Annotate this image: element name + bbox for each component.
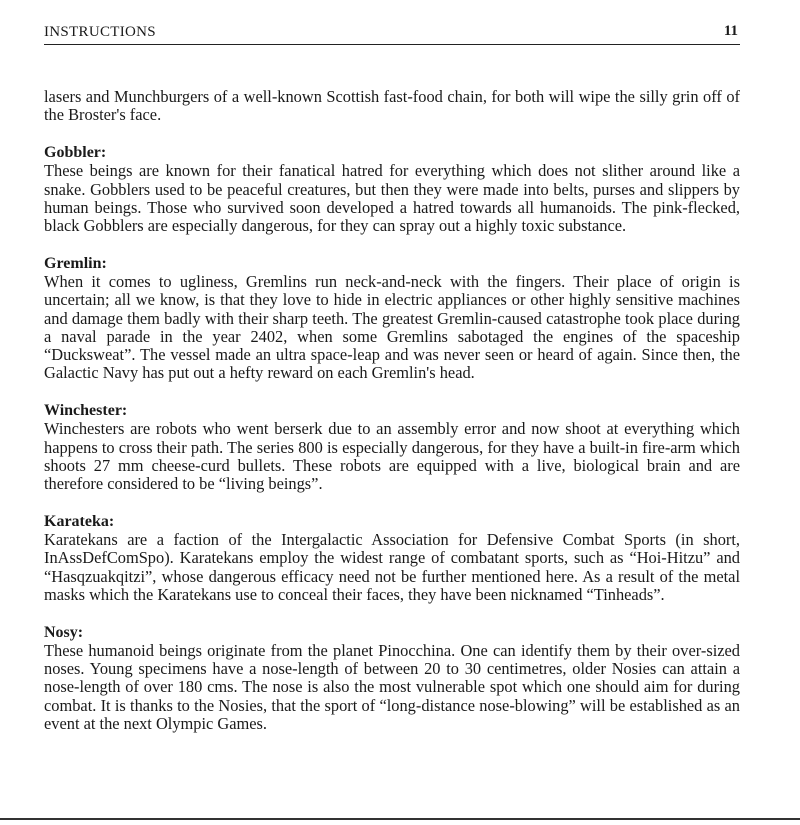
section-gremlin: [44, 255, 740, 382]
section-gobbler: [44, 144, 740, 235]
section-nosy: [44, 624, 740, 733]
page-header: [44, 22, 740, 45]
section-heading: Gobbler:: [44, 144, 107, 162]
section-body: Karatekans are a faction of the Intergalactic Association for Defensive Combat Sports (in short, InAssDefComSpo). Karatekans employ the widest range of combatant sports, such as “Hoi-Hitzu” and “Hasqzuakqitzi”, whose dangerous efficacy need not be further mentioned here. As a result of the metal masks which the Karatekans use to conceal their faces, they have been nicknamed “Tinheads”.: [44, 530, 740, 604]
section-body: These humanoid beings originate from the planet Pinocchina. One can identify them by their over-sized noses. Young specimens have a nose-length of between 20 to 30 centimetres, older Nosies can attain a nose-length of over 180 cms. The nose is also the most vulnerable spot which one should aim for during combat. It is thanks to the Nosies, that the sport of “long-distance nose-blowing” will be established as an event at the next Olympic Games.: [44, 641, 740, 733]
section-karateka: [44, 513, 740, 604]
section-body: When it comes to ugliness, Gremlins run neck-and-neck with the fingers. Their place of origin is uncertain; all we know, is that they love to hide in electric appliances or other highly sensitive machines and damage them badly with their sharp teeth. The greatest Gremlin-caused catastrophe took place during a naval parade in the year 2402, when some Gremlins sabotaged the engines of the spaceship “Ducksweat”. The vessel made an ultra space-leap and was never seen or heard of again. Since then, the Galactic Navy has put out a hefty reward on each Gremlin's head.: [44, 272, 740, 383]
page-number: 11: [723, 23, 738, 39]
section-winchester: [44, 402, 740, 493]
section-body: These beings are known for their fanatical hatred for everything which does not slither around like a snake. Gobblers used to be peaceful creatures, but then they were made into belts, purses and slippers by human beings. Those who survived soon developed a hatred towards all humanoids. The pink-flecked, black Gobblers are especially dangerous, for they can spray out a highly toxic substance.: [44, 161, 740, 236]
section-body: Winchesters are robots who went berserk due to an assembly error and now shoot at everything which happens to cross their path. The series 800 is especially dangerous, for they have a built-in fire-arm which shoots 27 mm cheese-curd bullets. These robots are equipped with a live, biological brain and are therefore considered to be “living beings”.: [44, 419, 740, 494]
header-title: INSTRUCTIONS: [44, 24, 156, 40]
section-heading: Winchester:: [44, 402, 128, 420]
bottom-rule: [0, 818, 800, 820]
section-heading: Nosy:: [44, 624, 84, 642]
section-heading: Gremlin:: [44, 255, 107, 273]
page-content: [44, 88, 740, 733]
intro-paragraph: lasers and Munchburgers of a well-known Scottish fast-food chain, for both will wipe the silly grin off of the Broster's face.: [44, 87, 740, 125]
section-heading: Karateka:: [44, 513, 115, 531]
